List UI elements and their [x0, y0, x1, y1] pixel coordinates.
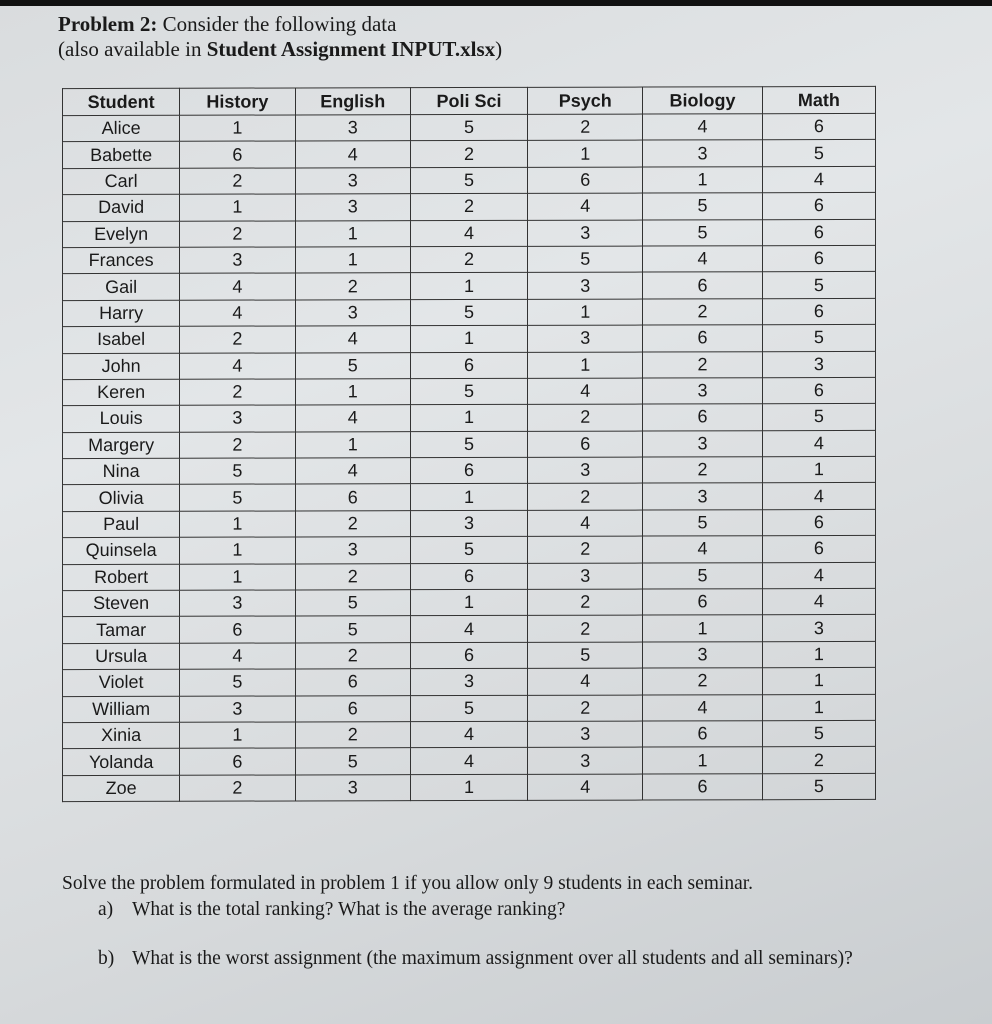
table-row	[63, 113, 876, 142]
table-row	[63, 193, 876, 222]
student-name-cell: Robert	[63, 564, 180, 591]
rank-cell: 4	[643, 694, 762, 721]
rank-cell: 1	[643, 167, 762, 194]
column-header: Student	[63, 88, 180, 115]
question-intro: Solve the problem formulated in problem 1 if you allow only 9 students in each seminar.	[62, 873, 754, 894]
rank-cell: 6	[643, 721, 762, 748]
rank-cell: 1	[762, 641, 875, 668]
rank-cell: 6	[762, 536, 875, 563]
question-b-text: What is the worst assignment (the maximum assignment over all students and all seminars)?	[132, 948, 853, 969]
rank-cell: 4	[180, 300, 295, 327]
table-row	[63, 562, 876, 591]
table-row	[63, 377, 876, 406]
rank-cell: 4	[180, 643, 295, 670]
rank-cell: 1	[180, 537, 295, 564]
column-header: History	[180, 88, 295, 115]
rank-cell: 1	[180, 194, 295, 221]
rank-cell: 5	[643, 562, 762, 589]
rank-cell: 1	[643, 747, 762, 774]
rank-cell: 2	[180, 432, 295, 459]
rank-cell: 5	[762, 140, 875, 167]
rank-cell: 3	[528, 220, 643, 247]
rank-cell: 2	[528, 536, 643, 563]
rank-cell: 5	[643, 510, 762, 537]
rank-cell: 4	[528, 378, 643, 405]
rank-cell: 1	[528, 299, 643, 326]
rank-cell: 3	[295, 194, 410, 221]
rank-cell: 3	[180, 247, 295, 274]
rank-cell: 5	[410, 695, 527, 722]
rank-cell: 3	[295, 537, 410, 564]
rank-cell: 5	[762, 325, 875, 352]
rank-cell: 1	[410, 273, 527, 300]
rank-cell: 1	[528, 140, 643, 167]
table-row	[63, 694, 876, 723]
rank-cell: 1	[180, 115, 295, 142]
rank-cell: 1	[528, 352, 643, 379]
rank-cell: 3	[528, 563, 643, 590]
rank-cell: 3	[643, 430, 762, 457]
student-name-cell: Quinsela	[63, 538, 180, 565]
rank-cell: 1	[410, 774, 527, 801]
rank-cell: 2	[180, 168, 295, 195]
rank-cell: 4	[762, 430, 875, 457]
table-row	[63, 509, 876, 538]
table-row	[63, 166, 876, 195]
rank-cell: 2	[180, 221, 295, 248]
column-header: English	[295, 88, 410, 115]
student-name-cell: Isabel	[63, 326, 180, 353]
rank-cell: 6	[410, 457, 527, 484]
rank-cell: 2	[528, 404, 643, 431]
rank-cell: 1	[410, 589, 527, 616]
rank-cell: 4	[410, 220, 527, 247]
table-row	[63, 747, 876, 776]
rank-cell: 1	[295, 431, 410, 458]
rank-cell: 6	[762, 245, 875, 272]
student-name-cell: Margery	[63, 432, 180, 459]
rank-cell: 3	[528, 272, 643, 299]
rank-cell: 2	[295, 722, 410, 749]
rank-cell: 4	[528, 774, 643, 801]
table-row	[63, 641, 876, 670]
rank-cell: 6	[180, 616, 295, 643]
rank-cell: 6	[762, 219, 875, 246]
rank-cell: 4	[410, 748, 527, 775]
rank-cell: 6	[643, 325, 762, 352]
table-row	[63, 325, 876, 354]
rank-cell: 4	[295, 405, 410, 432]
table-row	[63, 457, 876, 486]
rank-cell: 3	[528, 747, 643, 774]
table-row	[63, 404, 876, 433]
rank-cell: 5	[410, 378, 527, 405]
rank-cell: 6	[410, 352, 527, 379]
rank-cell: 3	[410, 669, 527, 696]
rank-cell: 4	[295, 458, 410, 485]
table-row	[63, 668, 876, 697]
rank-cell: 4	[180, 273, 295, 300]
rank-cell: 5	[643, 193, 762, 220]
column-header: Poli Sci	[410, 87, 527, 114]
rank-cell: 6	[643, 773, 762, 800]
header-line-2	[58, 37, 502, 62]
student-name-cell: Babette	[63, 142, 180, 169]
rank-cell: 5	[643, 219, 762, 246]
rank-cell: 6	[762, 377, 875, 404]
rank-cell: 2	[295, 511, 410, 538]
column-header: Psych	[528, 87, 643, 114]
rank-cell: 2	[180, 775, 295, 802]
rank-cell: 4	[295, 141, 410, 168]
rank-cell: 6	[295, 484, 410, 511]
rank-cell: 5	[762, 404, 875, 431]
rank-cell: 2	[295, 273, 410, 300]
table-row	[63, 483, 876, 512]
rank-cell: 4	[762, 588, 875, 615]
rank-cell: 3	[180, 590, 295, 617]
rank-cell: 5	[295, 616, 410, 643]
column-header: Biology	[643, 87, 762, 114]
student-name-cell: William	[63, 696, 180, 723]
rank-cell: 5	[180, 458, 295, 485]
student-name-cell: Steven	[63, 590, 180, 617]
question-a-text: What is the total ranking? What is the average ranking?	[132, 899, 566, 920]
student-name-cell: Tamar	[63, 617, 180, 644]
table-row	[63, 430, 876, 459]
rank-cell: 3	[643, 642, 762, 669]
header-suffix: )	[495, 37, 503, 61]
table-row	[63, 720, 876, 749]
student-name-cell: Louis	[63, 406, 180, 433]
rank-cell: 3	[410, 510, 527, 537]
rank-cell: 2	[180, 326, 295, 353]
rank-cell: 5	[295, 352, 410, 379]
rank-cell: 1	[643, 615, 762, 642]
student-name-cell: Carl	[63, 168, 180, 195]
rank-cell: 6	[295, 695, 410, 722]
rank-cell: 5	[410, 114, 527, 141]
rank-cell: 6	[643, 589, 762, 616]
student-name-cell: Evelyn	[63, 221, 180, 248]
rank-cell: 5	[528, 642, 643, 669]
rank-cell: 6	[762, 509, 875, 536]
rank-cell: 6	[762, 193, 875, 220]
rank-cell: 5	[762, 272, 875, 299]
rank-cell: 4	[180, 352, 295, 379]
rank-cell: 6	[180, 748, 295, 775]
rank-cell: 3	[528, 721, 643, 748]
problem-header	[58, 12, 502, 62]
column-header: Math	[762, 86, 875, 113]
rank-cell: 2	[180, 379, 295, 406]
rank-cell: 2	[528, 484, 643, 511]
rank-cell: 3	[528, 325, 643, 352]
rank-cell: 5	[410, 167, 527, 194]
rank-cell: 5	[410, 299, 527, 326]
rank-cell: 2	[643, 298, 762, 325]
student-name-cell: Alice	[63, 115, 180, 142]
rank-cell: 6	[762, 113, 875, 140]
student-name-cell: Xinia	[63, 722, 180, 749]
student-name-cell: John	[63, 353, 180, 380]
rank-cell: 3	[528, 457, 643, 484]
rank-cell: 4	[410, 721, 527, 748]
student-name-cell: Olivia	[63, 485, 180, 512]
rank-cell: 6	[643, 404, 762, 431]
rank-cell: 4	[295, 326, 410, 353]
rank-cell: 5	[762, 720, 875, 747]
rank-cell: 2	[643, 457, 762, 484]
rank-cell: 4	[643, 536, 762, 563]
table-row	[63, 536, 876, 565]
rank-cell: 5	[762, 773, 875, 800]
rank-cell: 5	[410, 537, 527, 564]
rank-cell: 2	[762, 747, 875, 774]
question-a-label: a)	[98, 899, 114, 920]
rank-cell: 3	[643, 378, 762, 405]
rank-cell: 5	[295, 748, 410, 775]
table-row	[63, 615, 876, 644]
rank-cell: 2	[410, 194, 527, 221]
rank-cell: 3	[643, 140, 762, 167]
rank-cell: 5	[180, 484, 295, 511]
rank-cell: 4	[643, 114, 762, 141]
student-name-cell: Zoe	[63, 775, 180, 802]
rank-cell: 4	[528, 193, 643, 220]
student-name-cell: David	[63, 194, 180, 221]
rank-cell: 6	[643, 272, 762, 299]
rank-cell: 2	[528, 589, 643, 616]
rank-cell: 2	[643, 351, 762, 378]
header-line-1	[58, 12, 502, 37]
table-row	[63, 272, 876, 301]
rank-cell: 1	[295, 220, 410, 247]
rank-cell: 5	[180, 669, 295, 696]
rank-cell: 1	[410, 484, 527, 511]
question-b	[98, 946, 888, 972]
student-name-cell: Ursula	[63, 643, 180, 670]
rank-cell: 3	[295, 774, 410, 801]
rank-cell: 2	[410, 141, 527, 168]
student-name-cell: Violet	[63, 669, 180, 696]
table-row	[63, 588, 876, 617]
rank-cell: 3	[295, 167, 410, 194]
rank-cell: 6	[528, 167, 643, 194]
rank-cell: 4	[643, 246, 762, 273]
rank-cell: 1	[180, 722, 295, 749]
rank-cell: 6	[528, 431, 643, 458]
rank-cell: 4	[528, 668, 643, 695]
header-intro: Consider the following data	[157, 12, 397, 36]
table-row	[63, 140, 876, 169]
rank-cell: 2	[528, 695, 643, 722]
rank-cell: 4	[762, 483, 875, 510]
table-row	[63, 219, 876, 248]
rank-cell: 3	[295, 115, 410, 142]
top-bezel	[0, 0, 992, 6]
rank-cell: 4	[528, 510, 643, 537]
rank-cell: 2	[643, 668, 762, 695]
rank-cell: 4	[762, 166, 875, 193]
question-b-label: b)	[98, 948, 115, 969]
problem-label: Problem 2:	[58, 12, 158, 36]
table-row	[63, 298, 876, 327]
student-name-cell: Keren	[63, 379, 180, 406]
rank-cell: 2	[528, 615, 643, 642]
rank-cell: 2	[410, 246, 527, 273]
rank-cell: 3	[180, 696, 295, 723]
rank-cell: 1	[762, 694, 875, 721]
student-name-cell: Paul	[63, 511, 180, 538]
rank-cell: 6	[295, 669, 410, 696]
rank-cell: 1	[410, 405, 527, 432]
rank-cell: 6	[180, 141, 295, 168]
rank-cell: 2	[295, 642, 410, 669]
student-name-cell: Frances	[63, 247, 180, 274]
rank-cell: 3	[762, 615, 875, 642]
file-name: Student Assignment INPUT.xlsx	[206, 37, 496, 61]
rank-cell: 4	[410, 616, 527, 643]
table-header-row	[63, 86, 876, 115]
table-row	[63, 351, 876, 380]
rank-cell: 3	[643, 483, 762, 510]
header-prefix: (also available in	[58, 37, 207, 61]
rank-cell: 6	[410, 563, 527, 590]
student-name-cell: Gail	[63, 274, 180, 301]
rank-cell: 2	[528, 114, 643, 141]
rank-cell: 1	[762, 668, 875, 695]
table-row	[63, 245, 876, 274]
rank-cell: 4	[762, 562, 875, 589]
student-name-cell: Nina	[63, 458, 180, 485]
rank-cell: 1	[762, 457, 875, 484]
rank-cell: 3	[180, 405, 295, 432]
rank-cell: 1	[295, 379, 410, 406]
rank-cell: 2	[295, 563, 410, 590]
rank-cell: 5	[410, 431, 527, 458]
rank-cell: 1	[295, 247, 410, 274]
rank-cell: 1	[180, 564, 295, 591]
rank-cell: 6	[762, 298, 875, 325]
table-row	[63, 773, 876, 802]
rank-cell: 3	[762, 351, 875, 378]
rank-cell: 6	[410, 642, 527, 669]
rank-cell: 1	[180, 511, 295, 538]
student-name-cell: Harry	[63, 300, 180, 327]
rank-cell: 5	[528, 246, 643, 273]
rank-cell: 5	[295, 590, 410, 617]
rankings-table	[62, 86, 876, 802]
rank-cell: 3	[295, 299, 410, 326]
question-a	[98, 898, 565, 922]
student-name-cell: Yolanda	[63, 749, 180, 776]
rank-cell: 1	[410, 325, 527, 352]
